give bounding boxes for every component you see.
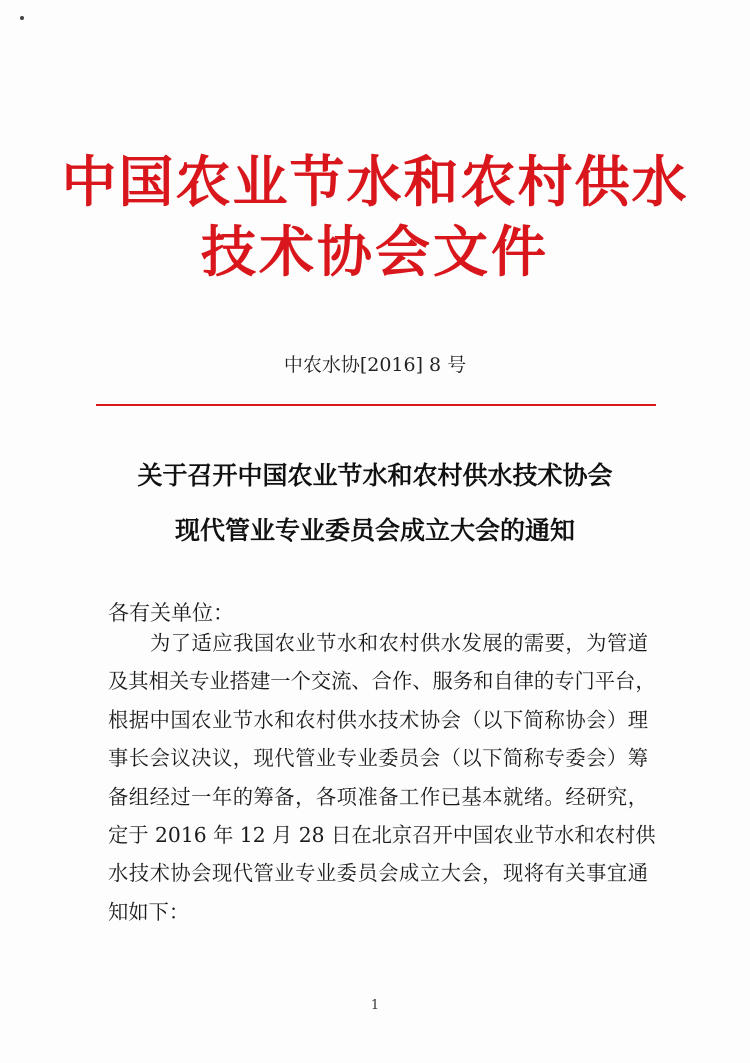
notice-title-line-2: 现代管业专业委员会成立大会的通知 (174, 516, 575, 545)
document-number: 中农水协[2016] 8 号 (283, 354, 467, 376)
body-line: 水技术协会现代管业专业委员会成立大会，现将有关事宜通 (108, 861, 648, 886)
page-number: 1 (370, 998, 380, 1013)
red-divider-line (96, 404, 656, 406)
body-line: 定于 2016 年 12 月 28 日在北京召开中国农业节水和农村供 (108, 822, 656, 847)
body-line: 知如下： (108, 899, 190, 924)
body-line: 根据中国农业节水和农村供水技术协会（以下简称协会）理 (108, 707, 648, 732)
salutation: 各有关单位： (108, 601, 234, 625)
document-header-line-2: 技术协会文件 (200, 220, 549, 284)
body-line: 及其相关专业搭建一个交流、合作、服务和自律的专门平台， (108, 669, 656, 694)
body-paragraph (108, 624, 656, 931)
notice-title-line-1: 关于召开中国农业节水和农村供水技术协会 (137, 461, 613, 490)
body-line: 备组经过一年的筹备，各项准备工作已基本就绪。经研究， (108, 784, 648, 809)
document-header-line-1: 中国农业节水和农村供水 (61, 150, 689, 214)
scan-speck (20, 16, 24, 20)
body-line: 为了适应我国农业节水和农村供水发展的需要，为管道 (150, 631, 648, 655)
body-line: 事长会议决议，现代管业专业委员会（以下简称专委会）筹 (108, 746, 648, 771)
